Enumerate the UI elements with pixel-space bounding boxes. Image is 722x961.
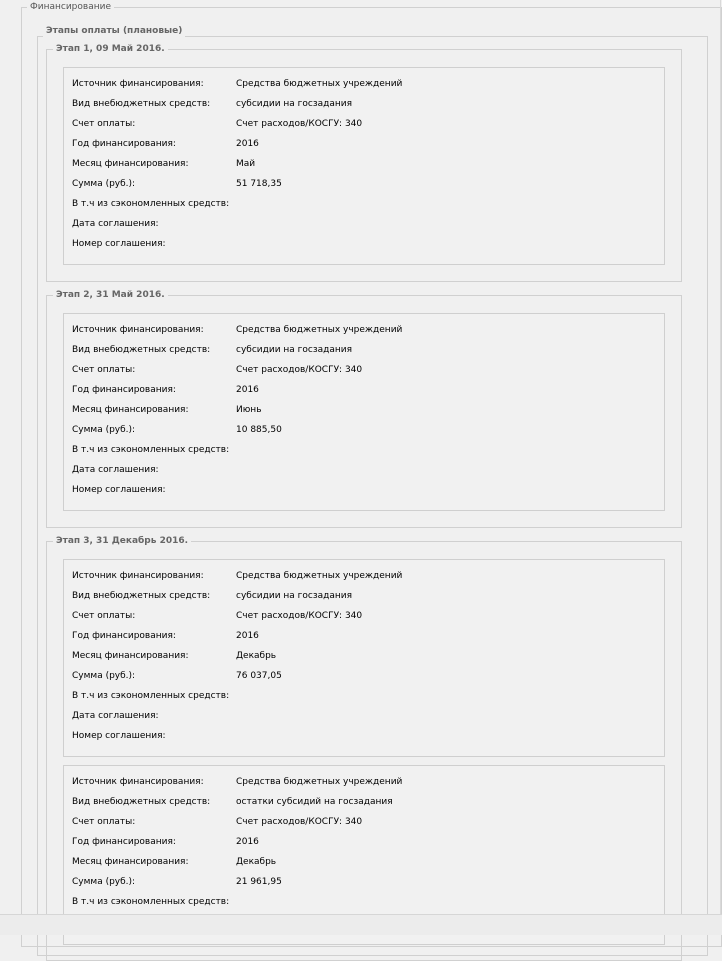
field-value: субсидии на госзадания xyxy=(236,345,353,355)
field-row xyxy=(72,729,660,743)
field-label: Сумма (руб.): xyxy=(72,179,136,189)
field-row xyxy=(72,649,660,663)
field-label: Сумма (руб.): xyxy=(72,877,136,887)
field-label: Месяц финансирования: xyxy=(72,651,189,661)
field-row xyxy=(72,589,660,603)
field-label: Счет оплаты: xyxy=(72,119,136,129)
field-value: 21 961,95 xyxy=(236,877,282,887)
field-row xyxy=(72,383,660,397)
field-label: Счет оплаты: xyxy=(72,365,136,375)
field-row xyxy=(72,117,660,131)
field-label: Вид внебюджетных средств: xyxy=(72,591,211,601)
field-value: Декабрь xyxy=(236,857,277,867)
field-row xyxy=(72,323,660,337)
right-border xyxy=(720,0,721,914)
field-row xyxy=(72,855,660,869)
field-label: Вид внебюджетных средств: xyxy=(72,797,211,807)
field-value: 51 718,35 xyxy=(236,179,282,189)
stage-2-title: Этап 2, 31 Май 2016. xyxy=(53,289,168,301)
field-row xyxy=(72,77,660,91)
stage-3-title: Этап 3, 31 Декабрь 2016. xyxy=(53,535,191,547)
field-row xyxy=(72,197,660,211)
field-row xyxy=(72,875,660,889)
field-row xyxy=(72,177,660,191)
field-value: Средства бюджетных учреждений xyxy=(236,79,403,89)
field-row xyxy=(72,483,660,497)
field-label: Дата соглашения: xyxy=(72,465,159,475)
field-value: 2016 xyxy=(236,631,259,641)
field-row xyxy=(72,709,660,723)
field-value: Счет расходов/КОСГУ: 340 xyxy=(236,119,363,129)
stage-3-card-1 xyxy=(63,559,665,757)
field-value: 76 037,05 xyxy=(236,671,282,681)
field-label: В т.ч из сэкономленных средств: xyxy=(72,199,230,209)
field-label: Месяц финансирования: xyxy=(72,405,189,415)
field-row xyxy=(72,629,660,643)
field-row xyxy=(72,463,660,477)
field-value: остатки субсидий на госзадания xyxy=(236,797,393,807)
field-label: Номер соглашения: xyxy=(72,485,166,495)
field-label: Месяц финансирования: xyxy=(72,857,189,867)
field-label: Дата соглашения: xyxy=(72,219,159,229)
stage-2-card-1 xyxy=(63,313,665,511)
field-row xyxy=(72,423,660,437)
field-label: Год финансирования: xyxy=(72,631,176,641)
field-label: Источник финансирования: xyxy=(72,79,204,89)
field-row xyxy=(72,237,660,251)
field-row xyxy=(72,689,660,703)
field-label: Источник финансирования: xyxy=(72,325,204,335)
field-value: Май xyxy=(236,159,256,169)
field-value: Счет расходов/КОСГУ: 340 xyxy=(236,611,363,621)
field-row xyxy=(72,895,660,909)
field-row xyxy=(72,97,660,111)
field-label: Год финансирования: xyxy=(72,385,176,395)
field-label: В т.ч из сэкономленных средств: xyxy=(72,691,230,701)
field-value: 2016 xyxy=(236,139,259,149)
field-row xyxy=(72,669,660,683)
field-row xyxy=(72,795,660,809)
field-row xyxy=(72,815,660,829)
field-label: Номер соглашения: xyxy=(72,239,166,249)
field-label: Источник финансирования: xyxy=(72,571,204,581)
field-label: Вид внебюджетных средств: xyxy=(72,345,211,355)
field-row xyxy=(72,343,660,357)
field-label: Месяц финансирования: xyxy=(72,159,189,169)
field-value: 2016 xyxy=(236,837,259,847)
stage-1-title: Этап 1, 09 Май 2016. xyxy=(53,43,168,55)
field-value: 2016 xyxy=(236,385,259,395)
field-row xyxy=(72,569,660,583)
field-label: Дата соглашения: xyxy=(72,711,159,721)
field-value: Июнь xyxy=(236,405,262,415)
field-label: Вид внебюджетных средств: xyxy=(72,99,211,109)
field-row xyxy=(72,835,660,849)
field-row xyxy=(72,363,660,377)
field-label: Сумма (руб.): xyxy=(72,671,136,681)
horizontal-scrollbar[interactable] xyxy=(0,914,722,935)
field-value: Средства бюджетных учреждений xyxy=(236,777,403,787)
field-label: В т.ч из сэкономленных средств: xyxy=(72,897,230,907)
field-row xyxy=(72,403,660,417)
field-row xyxy=(72,775,660,789)
field-value: Счет расходов/КОСГУ: 340 xyxy=(236,817,363,827)
field-row xyxy=(72,609,660,623)
field-label: Номер соглашения: xyxy=(72,731,166,741)
field-value: Средства бюджетных учреждений xyxy=(236,325,403,335)
field-value: субсидии на госзадания xyxy=(236,591,353,601)
field-value: Счет расходов/КОСГУ: 340 xyxy=(236,365,363,375)
field-row xyxy=(72,443,660,457)
field-row xyxy=(72,157,660,171)
field-row xyxy=(72,217,660,231)
field-label: Сумма (руб.): xyxy=(72,425,136,435)
field-label: Год финансирования: xyxy=(72,837,176,847)
field-value: Декабрь xyxy=(236,651,277,661)
field-label: Счет оплаты: xyxy=(72,817,136,827)
field-value: Средства бюджетных учреждений xyxy=(236,571,403,581)
stage-1-card-1 xyxy=(63,67,665,265)
field-label: Источник финансирования: xyxy=(72,777,204,787)
payment-stages-title: Этапы оплаты (плановые) xyxy=(43,25,185,37)
field-label: Год финансирования: xyxy=(72,139,176,149)
field-row xyxy=(72,137,660,151)
field-value: 10 885,50 xyxy=(236,425,282,435)
field-label: Счет оплаты: xyxy=(72,611,136,621)
financing-title: Финансирование xyxy=(27,1,114,13)
field-label: В т.ч из сэкономленных средств: xyxy=(72,445,230,455)
field-value: субсидии на госзадания xyxy=(236,99,353,109)
